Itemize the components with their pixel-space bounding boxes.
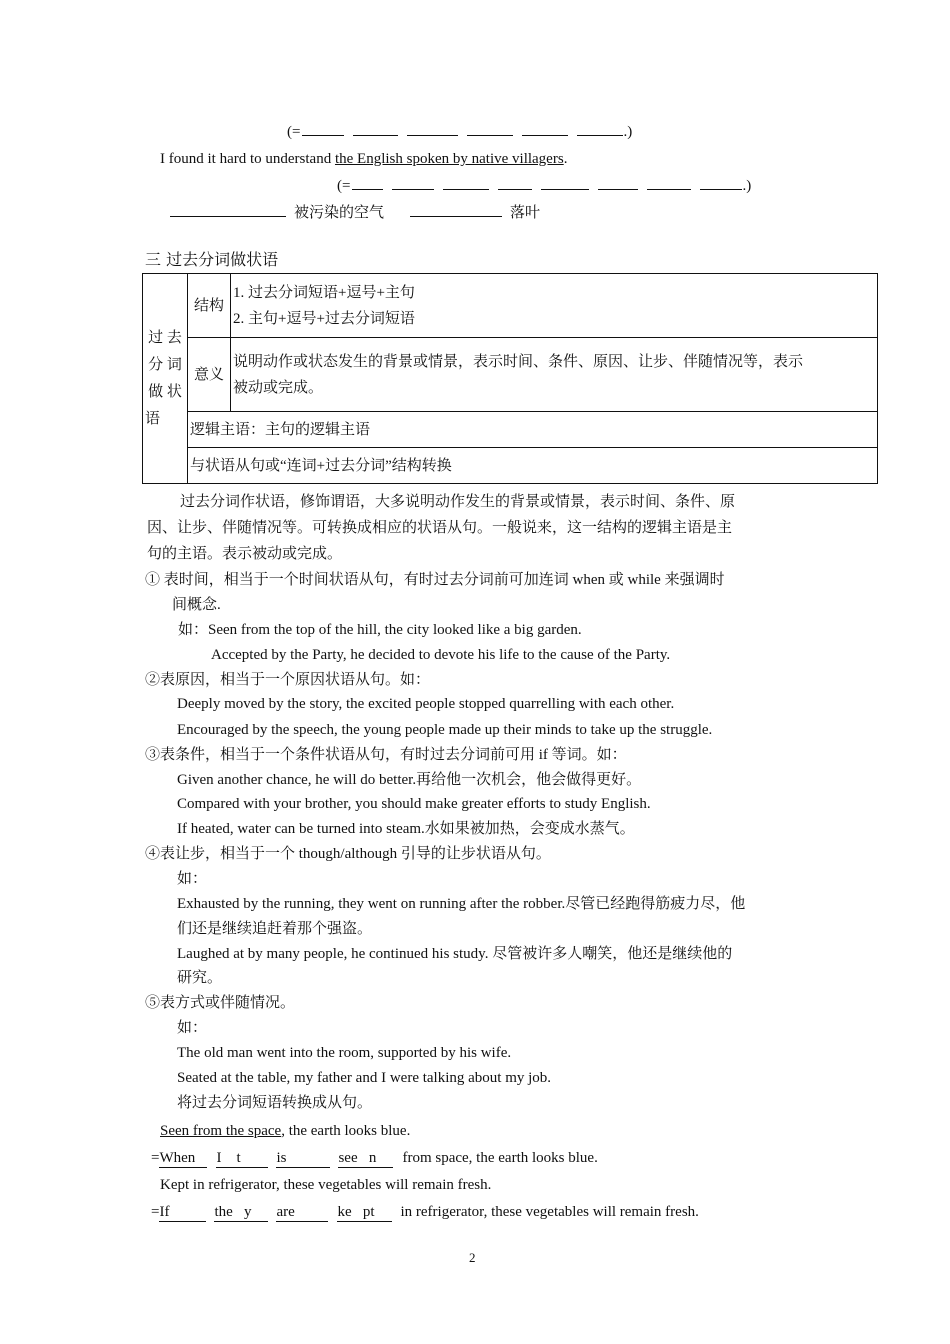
side-label <box>143 274 188 484</box>
intro-line: 句的主语。表示被动或完成。 <box>147 546 343 562</box>
point-condition-head: ③表条件，相当于一个条件状语从句，有时过去分词前可用 if 等词。如： <box>145 747 627 763</box>
conversion-answer-2 <box>151 1202 699 1222</box>
task-instruction: 将过去分词短语转换成从句。 <box>177 1095 373 1111</box>
table-row <box>143 412 878 448</box>
example-sentence: 如：Seen from the top of the hill, the city looked like a big garden. <box>178 622 582 638</box>
example-sentence: Laughed at by many people, he continued his study. 尽管被许多人嘲笑，他还是继续他的 <box>177 946 733 962</box>
structure-content <box>231 274 878 338</box>
eq2-close: .) <box>742 178 752 194</box>
answer-blank[interactable]: the y <box>214 1204 268 1222</box>
blank[interactable] <box>302 122 344 136</box>
underlined-phrase: the English spoken by native villagers <box>334 151 564 167</box>
conversion-answer-1 <box>151 1148 598 1168</box>
equals-sign: = <box>151 1204 160 1220</box>
blank[interactable] <box>541 176 589 190</box>
blank[interactable] <box>522 122 568 136</box>
conversion-note: 与状语从句或“连词+过去分词”结构转换 <box>188 448 878 484</box>
section-title: 三 过去分词做状语 <box>145 250 279 269</box>
example-sentence: Exhausted by the running, they went on running after the robber.尽管已经跑得筋疲力尽，他 <box>177 896 746 912</box>
eq1-close: .) <box>623 124 633 140</box>
sentence-text: in refrigerator, these vegetables will remain fresh. <box>400 1204 699 1220</box>
table-row <box>143 274 878 338</box>
equation-line-1 <box>287 122 632 142</box>
point-time-head: 间概念. <box>172 597 221 613</box>
blank[interactable] <box>392 176 434 190</box>
blank[interactable] <box>700 176 742 190</box>
point-manner-head: ⑤表方式或伴随情况。 <box>145 995 296 1011</box>
example-sentence: Seated at the table, my father and I were talking about my job. <box>177 1070 552 1086</box>
blank[interactable] <box>443 176 489 190</box>
answer-blank[interactable]: are <box>276 1204 328 1222</box>
answer-blank[interactable]: ke pt <box>337 1204 392 1222</box>
answer-blank[interactable]: see n <box>338 1150 393 1168</box>
intro-line: 过去分词作状语，修饰谓语，大多说明动作发生的背景或情景，表示时间、条件、原 <box>180 494 736 510</box>
side-label-line: 分 词 <box>148 356 182 373</box>
blank[interactable] <box>647 176 691 190</box>
meaning-line: 被动或完成。 <box>233 379 324 396</box>
example-sentence: If heated, water can be turned into steam.水如果被加热，会变成水蒸气。 <box>177 821 635 837</box>
table-row <box>143 338 878 412</box>
underlined-phrase: Seen from the space <box>160 1123 282 1139</box>
eq2-open: (= <box>337 178 351 194</box>
sentence-text: . <box>563 151 568 167</box>
blank[interactable] <box>467 122 513 136</box>
example-sentence: Deeply moved by the story, the excited people stopped quarrelling with each other. <box>177 696 675 712</box>
blank[interactable] <box>170 203 286 217</box>
answer-blank[interactable]: If <box>159 1204 206 1222</box>
answer-blank[interactable]: When <box>159 1150 207 1168</box>
equation-line-2 <box>337 176 751 196</box>
logic-subject: 逻辑主语：主句的逻辑主语 <box>188 412 878 448</box>
structure-line: 2. 主句+逗号+过去分词短语 <box>233 310 415 327</box>
blank[interactable] <box>352 176 383 190</box>
answer-blank[interactable]: I t <box>216 1150 268 1168</box>
equals-sign: = <box>151 1150 160 1166</box>
structure-line: 1. 过去分词短语+逗号+主句 <box>233 284 415 301</box>
sentence-text: from space, the earth looks blue. <box>402 1150 598 1166</box>
meaning-label: 意义 <box>188 338 231 412</box>
example-sentence: 研究。 <box>177 970 223 986</box>
point-reason-head: ②表原因，相当于一个原因状语从句。如： <box>145 672 431 688</box>
vocab-fallen-leaves: 落叶 <box>510 205 541 221</box>
table-row <box>143 448 878 484</box>
vocab-polluted-air: 被污染的空气 <box>294 205 385 221</box>
intro-line: 因、让步、伴随情况等。可转换成相应的状语从句。一般说来，这一结构的逻辑主语是主 <box>147 520 733 536</box>
blank[interactable] <box>577 122 623 136</box>
structure-label: 结构 <box>188 274 231 338</box>
vocab-line <box>170 203 540 223</box>
point-time-head: ① 表时间，相当于一个时间状语从句，有时过去分词前可加连词 when 或 while 来强调时 <box>145 572 725 588</box>
side-label-line: 过 去 <box>148 329 182 346</box>
conversion-sentence-2: Kept in refrigerator, these vegetables will remain fresh. <box>160 1177 492 1193</box>
side-label-line: 语 <box>145 410 161 427</box>
blank[interactable] <box>598 176 638 190</box>
sentence-text: I found it hard to understand <box>160 151 335 167</box>
sentence-found-hard <box>160 149 567 169</box>
conversion-sentence-1 <box>160 1121 410 1141</box>
sentence-text: , the earth looks blue. <box>281 1123 411 1139</box>
example-sentence: Compared with your brother, you should make greater efforts to study English. <box>177 796 651 812</box>
blank[interactable] <box>498 176 532 190</box>
blank[interactable] <box>410 203 502 217</box>
example-sentence: Encouraged by the speech, the young people made up their minds to take up the struggle. <box>177 722 713 738</box>
example-sentence: Accepted by the Party, he decided to devote his life to the cause of the Party. <box>211 647 671 663</box>
example-sentence: 们还是继续追赶着那个强盗。 <box>177 921 373 937</box>
page-number: 2 <box>469 1250 476 1265</box>
point-concession-head: ④表让步，相当于一个 though/although 引导的让步状语从句。 <box>145 846 551 862</box>
blank[interactable] <box>407 122 458 136</box>
example-intro: 如： <box>177 1020 208 1036</box>
blank[interactable] <box>353 122 398 136</box>
grammar-table <box>142 273 878 484</box>
meaning-content <box>231 338 878 412</box>
example-intro: 如： <box>177 871 208 887</box>
answer-blank[interactable]: is <box>276 1150 330 1168</box>
example-sentence: Given another chance, he will do better.再给他一次机会，他会做得更好。 <box>177 772 642 788</box>
eq1-open: (= <box>287 124 301 140</box>
side-label-line: 做 状 <box>148 383 182 400</box>
meaning-line: 说明动作或状态发生的背景或情景，表示时间、条件、原因、让步、伴随情况等，表示 <box>233 353 804 370</box>
example-sentence: The old man went into the room, supported by his wife. <box>177 1045 512 1061</box>
